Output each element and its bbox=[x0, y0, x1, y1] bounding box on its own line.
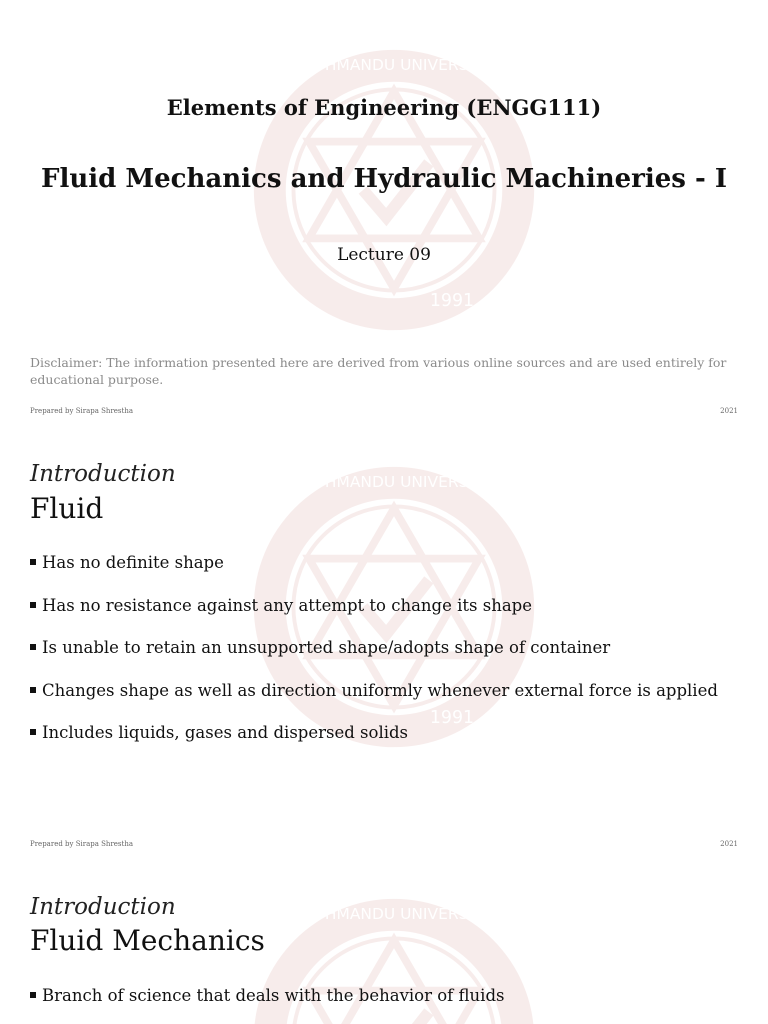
section-label: Introduction bbox=[30, 894, 176, 920]
bullet-item bbox=[30, 985, 750, 1024]
disclaimer-text: Disclaimer: The information presented here are derived from various online sources and are used entirely for educational purpose. bbox=[30, 355, 727, 387]
footer-year: 2021 bbox=[720, 840, 738, 848]
bullet-text: Is unable to retain an unsupported shape/adopts shape of container bbox=[42, 638, 611, 657]
lecture-number: Lecture 09 bbox=[337, 245, 431, 265]
square-bullet-icon bbox=[30, 644, 36, 650]
square-bullet-icon bbox=[30, 729, 36, 735]
seal-year-text: 1991 bbox=[429, 708, 475, 728]
course-title: Elements of Engineering (ENGG111) bbox=[166, 95, 602, 120]
footer-author: Prepared by Sirapa Shrestha bbox=[30, 840, 134, 848]
bullet-list bbox=[30, 985, 750, 1024]
bullet-text: Branch of science that deals with the behavior of fluids bbox=[42, 986, 505, 1005]
bullet-item bbox=[30, 552, 750, 595]
bullet-item bbox=[30, 680, 750, 723]
footer-year: 2021 bbox=[720, 407, 738, 415]
fluid-slide bbox=[0, 432, 768, 864]
title-slide bbox=[0, 0, 768, 432]
seal-ring-text: KATHMANDU UNIVERSITY bbox=[296, 473, 492, 492]
bullet-item bbox=[30, 595, 750, 638]
bullet-item bbox=[30, 637, 750, 680]
bullet-list bbox=[30, 552, 750, 765]
square-bullet-icon bbox=[30, 602, 36, 608]
bullet-text: Has no definite shape bbox=[42, 553, 224, 572]
fluid-mechanics-slide bbox=[0, 864, 768, 1024]
section-label: Introduction bbox=[30, 461, 176, 487]
bullet-text: Has no resistance against any attempt to change its shape bbox=[42, 595, 533, 615]
slide-heading: Fluid bbox=[30, 492, 104, 525]
square-bullet-icon bbox=[30, 992, 36, 998]
square-bullet-icon bbox=[30, 559, 36, 565]
bullet-text: Changes shape as well as direction uniformly whenever external force is applied bbox=[42, 680, 718, 700]
seal-ring-text: KATHMANDU UNIVERSITY bbox=[296, 56, 492, 75]
bullet-text: Includes liquids, gases and dispersed solids bbox=[42, 723, 409, 742]
lecture-title: Fluid Mechanics and Hydraulic Machineries - I bbox=[41, 164, 727, 194]
bullet-item bbox=[30, 722, 750, 765]
square-bullet-icon bbox=[30, 687, 36, 693]
slide-heading: Fluid Mechanics bbox=[30, 924, 265, 957]
seal-year-text: 1991 bbox=[429, 291, 475, 311]
seal-ring-text: KATHMANDU UNIVERSITY bbox=[296, 905, 492, 924]
footer-author: Prepared by Sirapa Shrestha bbox=[30, 407, 134, 415]
